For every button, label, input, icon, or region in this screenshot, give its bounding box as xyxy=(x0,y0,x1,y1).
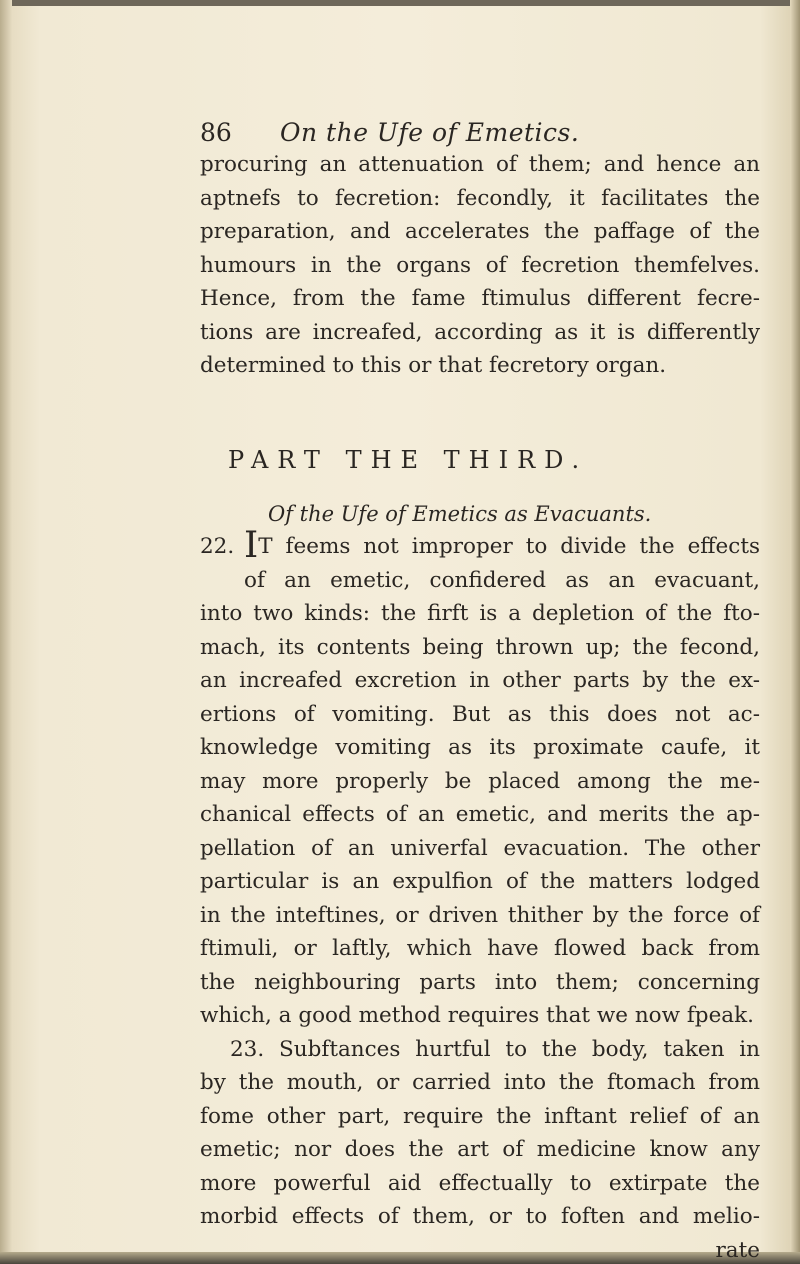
section-22-line: may more properly be placed among the me- xyxy=(200,768,760,794)
paragraph-1-line: humours in the organs of fecretion themfelves. xyxy=(200,252,760,278)
section-22-first-line-text: T feems not improper to divide the effects xyxy=(258,534,760,559)
drop-cap: I xyxy=(244,525,259,566)
section-23-line: by the mouth, or carried into the ftomach from xyxy=(200,1070,760,1095)
section-subheading: Of the Ufe of Emetics as Evacuants. xyxy=(268,502,652,526)
section-22-line: the neighbouring parts into them; concerning xyxy=(200,969,760,995)
paragraph-1-line: aptnefs to fecretion: fecondly, it facilitates the xyxy=(200,185,760,211)
section-number: 22. xyxy=(200,534,235,559)
part-heading: PART THE THIRD. xyxy=(228,446,589,474)
section-22-line: of an emetic, confidered as an evacuant, xyxy=(244,567,760,593)
section-22-line: mach, its contents being thrown up; the fecond, xyxy=(200,634,760,660)
section-22-line: which, a good method requires that we now fpeak. xyxy=(200,1003,754,1028)
section-22-line: pellation of an univerfal evacuation. The other xyxy=(200,835,760,861)
catchword: rate xyxy=(715,1237,760,1263)
paragraph-1-line: procuring an attenuation of them; and hence an xyxy=(200,152,760,177)
section-22-line: ftimuli, or laftly, which have flowed back from xyxy=(200,936,760,961)
section-22-line: into two kinds: the firft is a depletion of the fto- xyxy=(200,601,760,626)
section-22-line: ertions of vomiting. But as this does not ac- xyxy=(200,701,760,727)
paragraph-1-line: tions are increafed, according as it is differently xyxy=(200,319,760,345)
section-23-line: emetic; nor does the art of medicine know any xyxy=(200,1137,760,1162)
section-22-line: in the inteftines, or driven thither by the force of xyxy=(200,902,760,928)
page-right-edge xyxy=(790,0,800,1264)
running-head-title: On the Ufe of Emetics. xyxy=(280,118,580,147)
paragraph-1 xyxy=(200,148,760,383)
section-22-first-line xyxy=(200,525,760,566)
section-23-line: more powerful aid effectually to extirpate the xyxy=(200,1170,760,1196)
paragraph-1-line: preparation, and accelerates the paffage of the xyxy=(200,219,760,244)
paragraph-1-line: Hence, from the fame ftimulus different fecre- xyxy=(200,286,760,311)
page-top-edge xyxy=(0,0,800,6)
section-23-line: fome other part, require the inftant relief of an xyxy=(200,1103,760,1129)
page-number: 86 xyxy=(200,118,232,147)
section-23-line: morbid effects of them, or to foften and melio- xyxy=(200,1204,760,1229)
section-22-line: chanical effects of an emetic, and merits the ap- xyxy=(200,802,760,827)
section-22-line: an increafed excretion in other parts by the ex- xyxy=(200,668,760,693)
section-22-line: particular is an expulfion of the matters lodged xyxy=(200,869,760,894)
section-22 xyxy=(200,525,760,1264)
section-23-first-line: 23. Subftances hurtful to the body, taken in xyxy=(230,1036,760,1062)
paragraph-1-line: determined to this or that fecretory organ. xyxy=(200,353,667,378)
page-left-edge xyxy=(0,0,12,1264)
section-22-line: knowledge vomiting as its proximate caufe, it xyxy=(200,735,760,760)
